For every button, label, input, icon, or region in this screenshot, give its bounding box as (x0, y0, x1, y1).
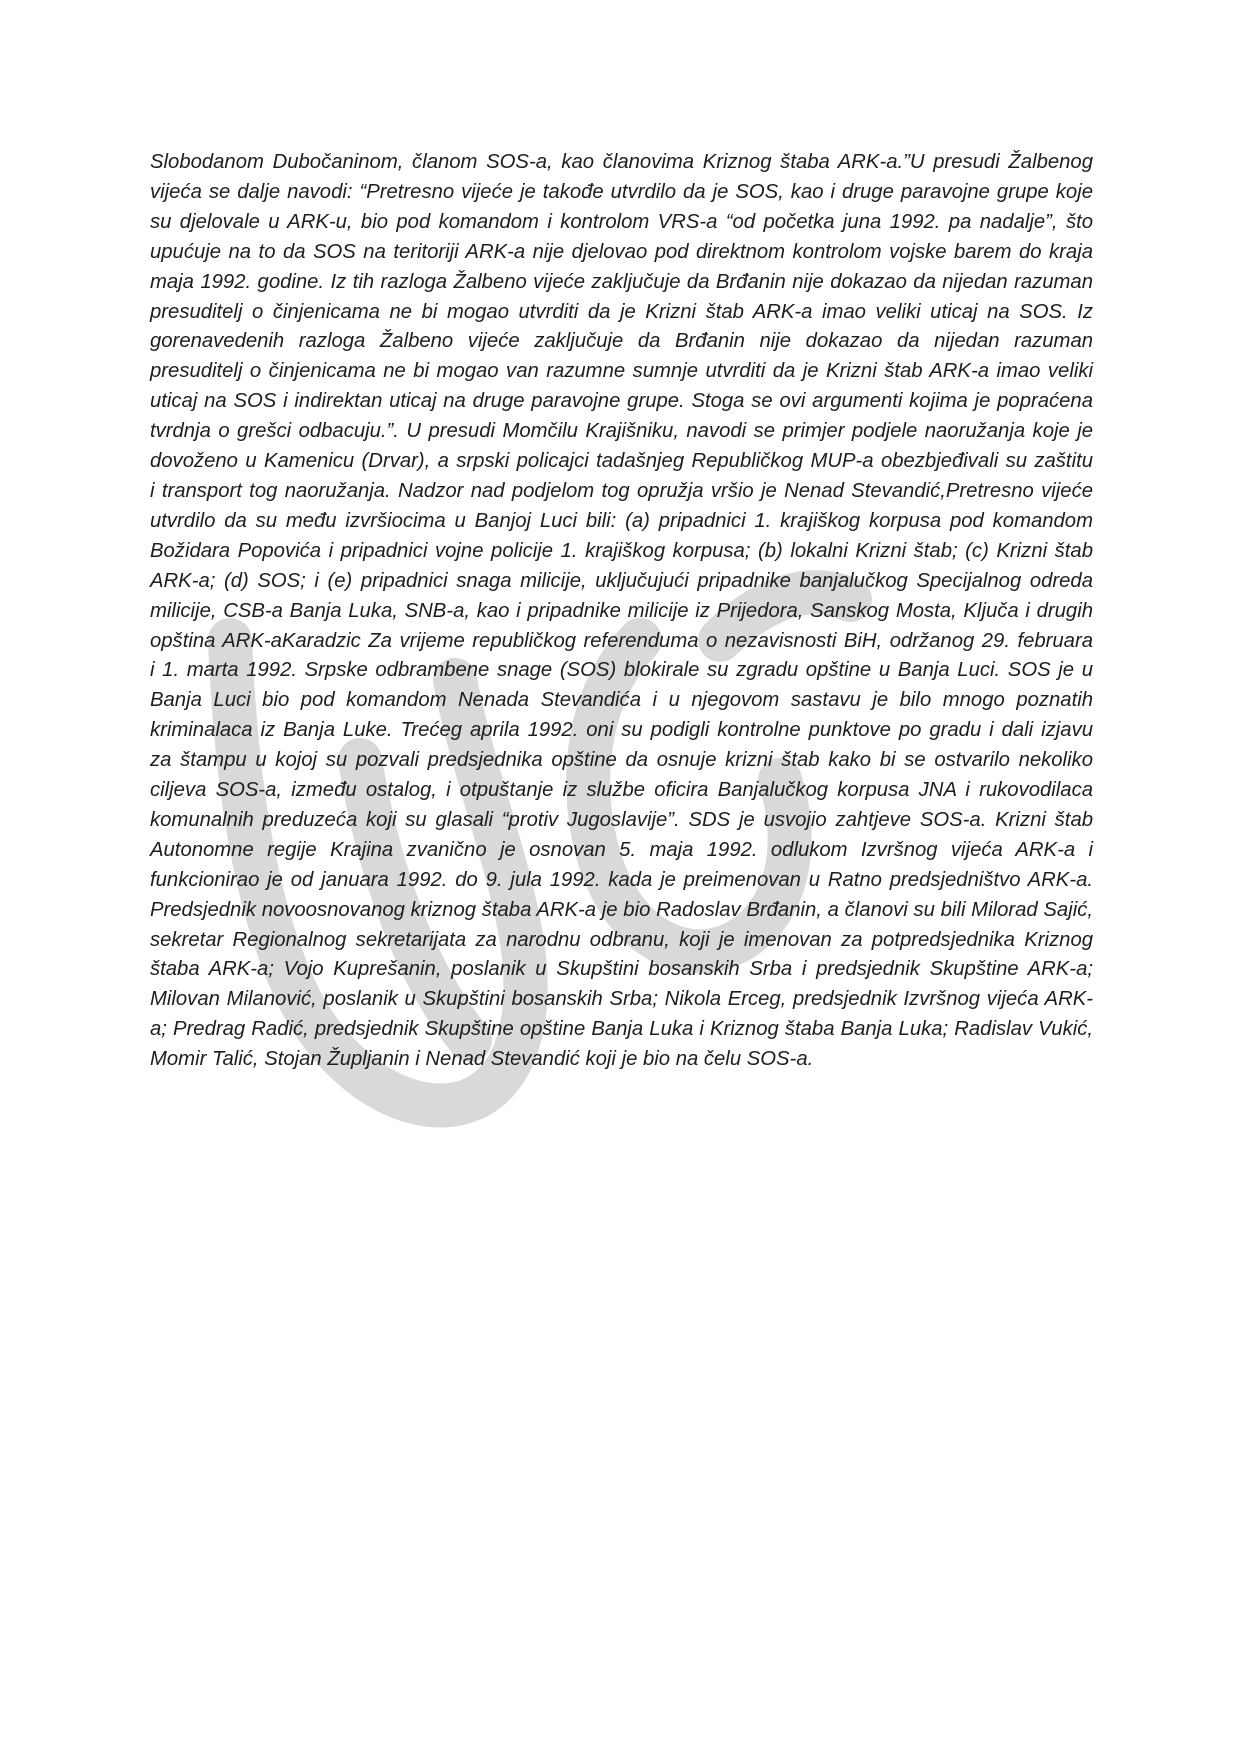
text-line-6: presuditelj o činjenicama ne bi mogao utvrditi da je Krizni štab ARK-a imao veliki uticaj na SOS. Iz (150, 300, 1093, 323)
text-line-26: Predsjednik novoosnovanog kriznog štaba ARK-a je bio Radoslav Brđanin, a članovi su bili Milorad Sajić, (150, 898, 1093, 921)
text-line-20: kriminalaca iz Banja Luke. Trećeg aprila 1992. oni su podigli kontrolne punktove po gradu i dali izjavu (150, 719, 1093, 742)
text-line-4: upućuje na to da SOS na teritoriji ARK-a nije djelovao pod direktnom kontrolom vojske barem do kraja (150, 240, 1093, 263)
text-line-17: opština ARK-aKaradzic Za vrijeme republičkog referenduma o nezavisnosti BiH, održanog 29. februara (150, 629, 1093, 652)
text-line-9: uticaj na SOS i indirektan uticaj na druge paravojne grupe. Stoga se ovi argumenti kojima je popraćena (150, 390, 1093, 413)
text-line-2: vijeća se dalje navodi: “Pretresno vijeće je takođe utvrdilo da je SOS, kao i druge paravojne grupe koje (150, 180, 1093, 203)
body-text (150, 148, 1093, 1075)
text-line-21: za štampu u kojoj su pozvali predsjednika opštine da osnuje krizni štab kako bi se ostvarilo nekoliko (150, 749, 1093, 772)
text-line-11: dovoženo u Kamenicu (Drvar), a srpski policajci tadašnjeg Republičkog MUP-a obezbjeđivali su zaštitu (150, 450, 1093, 473)
text-line-22: ciljeva SOS-a, između ostalog, i otpuštanje iz službe oficira Banjalučkog korpusa JNA i rukovodilaca (150, 779, 1093, 802)
text-line-12: i transport tog naoružanja. Nadzor nad podjelom tog opružja vršio je Nenad Stevandić,Pretresno vijeće (150, 479, 1093, 502)
text-line-8: presuditelj o činjenicama ne bi mogao van razumne sumnje utvrditi da je Krizni štab ARK-a imao veliki (150, 360, 1093, 383)
text-line-31: Momir Talić, Stojan Župljanin i Nenad Stevandić koji je bio na čelu SOS-a. (150, 1048, 814, 1071)
text-line-28: štaba ARK-a; Vojo Kuprešanin, poslanik u Skupštini bosanskih Srba i predsjednik Skupštine ARK-a; (150, 958, 1093, 981)
text-line-14: Božidara Popovića i pripadnici vojne policije 1. krajiškog korpusa; (b) lokalni Krizni štab; (c) Krizni štab (150, 539, 1093, 562)
text-line-3: su djelovale u ARK-u, bio pod komandom i kontrolom VRS-a “od početka juna 1992. pa nadalje”, što (150, 210, 1093, 233)
text-line-27: sekretar Regionalnog sekretarijata za narodnu odbranu, koji je imenovan za potpredsjednika Kriznog (150, 928, 1093, 951)
text-line-23: komunalnih preduzeća koji su glasali “protiv Jugoslavije”. SDS je usvojio zahtjeve SOS-a. Krizni štab (150, 808, 1093, 831)
text-line-25: funkcionirao je od januara 1992. do 9. jula 1992. kada je preimenovan u Ratno predsjedništvo ARK-a. (150, 868, 1093, 891)
text-line-1: Slobodanom Dubočaninom, članom SOS-a, kao članovima Kriznog štaba ARK-a.”U presudi Žalbenog (150, 151, 1093, 173)
text-line-30: a; Predrag Radić, predsjednik Skupštine opštine Banja Luka i Kriznog štaba Banja Luka; Radislav Vukić, (150, 1018, 1093, 1041)
text-line-13: utvrdilo da su među izvršiocima u Banjoj Luci bili: (a) pripadnici 1. krajiškog korpusa pod komandom (150, 509, 1093, 532)
text-line-15: ARK-a; (d) SOS; i (e) pripadnici snaga milicije, uključujući pripadnike banjalučkog Specijalnog odreda (150, 569, 1093, 592)
text-line-19: Banja Luci bio pod komandom Nenada Stevandića i u njegovom sastavu je bilo mnogo poznatih (150, 689, 1093, 712)
text-line-24: Autonomne regije Krajina zvanično je osnovan 5. maja 1992. odlukom Izvršnog vijeća ARK-a i (150, 838, 1093, 861)
text-line-5: maja 1992. godine. Iz tih razloga Žalbeno vijeće zaključuje da Brđanin nije dokazao da nijedan razuman (150, 270, 1093, 293)
text-line-29: Milovan Milanović, poslanik u Skupštini bosanskih Srba; Nikola Erceg, predsjednik Izvršnog vijeća ARK- (150, 988, 1093, 1011)
text-line-7: gorenavedenih razloga Žalbeno vijeće zaključuje da Brđanin nije dokazao da nijedan razuman (150, 330, 1093, 353)
text-line-10: tvrdnja o grešci odbacuju.”. U presudi Momčilu Krajišniku, navodi se primjer podjele naoružanja koje je (150, 420, 1093, 443)
text-line-16: milicije, CSB-a Banja Luka, SNB-a, kao i pripadnike milicije iz Prijedora, Sanskog Mosta, Ključa i drugih (150, 599, 1093, 622)
text-line-18: i 1. marta 1992. Srpske odbrambene snage (SOS) blokirale su zgradu opštine u Banja Luci. SOS je u (150, 659, 1093, 682)
